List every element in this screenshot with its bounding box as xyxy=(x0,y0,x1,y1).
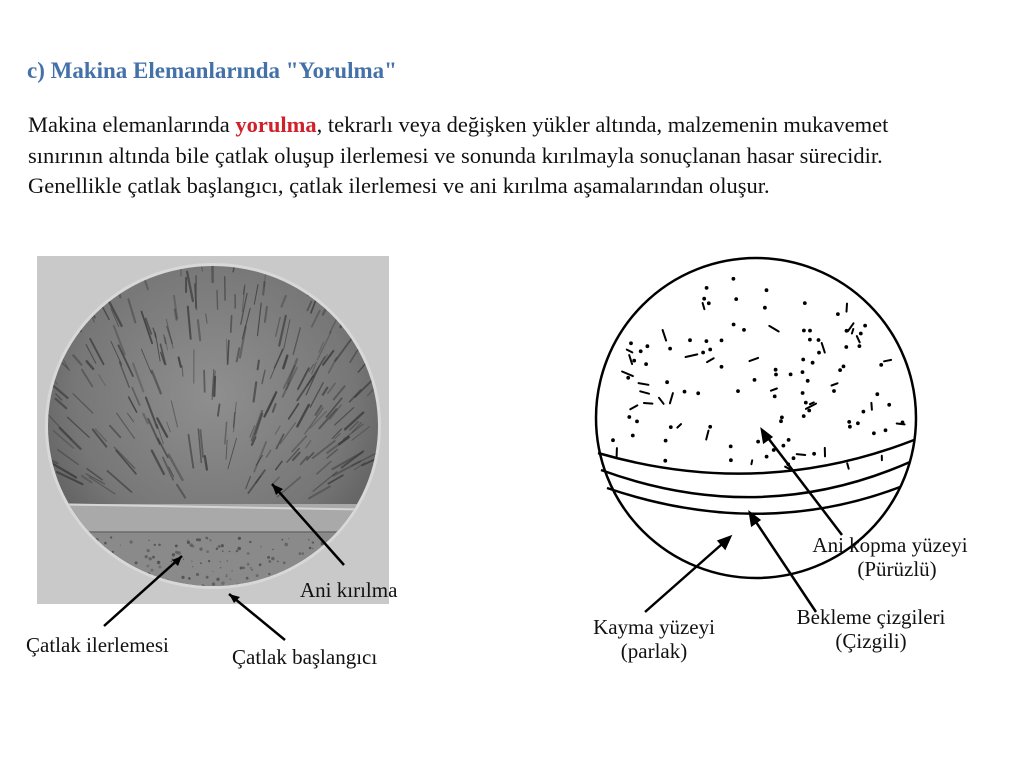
label-sudden-fracture: Ani kırılma xyxy=(300,578,398,602)
rough-dot xyxy=(802,415,805,418)
rough-dot xyxy=(633,359,636,362)
rough-dot xyxy=(839,369,842,372)
rough-dot xyxy=(782,444,785,447)
rough-dot xyxy=(689,339,692,342)
label-crack-initiation: Çatlak başlangıcı xyxy=(232,645,378,669)
rough-dot xyxy=(845,346,848,349)
rough-dot xyxy=(627,376,630,379)
rough-dot xyxy=(753,379,756,382)
rough-dot xyxy=(612,439,615,442)
rough-dot xyxy=(888,403,891,406)
rough-dot xyxy=(735,298,738,301)
rough-dot xyxy=(857,422,860,425)
rough-dot xyxy=(705,340,708,343)
rough-dot xyxy=(732,323,735,326)
rough-dot xyxy=(669,347,672,350)
rough-dot xyxy=(884,429,887,432)
rough-dot xyxy=(781,416,784,419)
rough-dot xyxy=(757,440,760,443)
rough-dot xyxy=(859,332,862,335)
label-slip-surface-title: Kayma yüzeyi xyxy=(593,615,715,639)
rough-dot xyxy=(669,426,672,429)
rough-dot xyxy=(803,302,806,305)
label-rough-surface-note: (Pürüzlü) xyxy=(857,557,937,581)
schematic-circle xyxy=(596,258,916,578)
rough-dot xyxy=(732,277,735,280)
rough-dot xyxy=(775,373,778,376)
section-heading: c) Makina Elemanlarında "Yorulma" xyxy=(27,58,397,83)
arrow-crack-initiation xyxy=(229,594,285,640)
rough-dot xyxy=(645,363,648,366)
rough-dot xyxy=(705,287,708,290)
rough-dot xyxy=(697,392,700,395)
paragraph-intro: Makina elemanlarında xyxy=(28,112,236,137)
rough-dot xyxy=(628,416,631,419)
rough-dot xyxy=(862,410,865,413)
rough-dot xyxy=(802,358,805,361)
rough-dot xyxy=(702,351,705,354)
rough-dot xyxy=(664,459,667,462)
rough-dot xyxy=(792,457,795,460)
rough-dot xyxy=(737,390,740,393)
label-slip-surface xyxy=(572,615,736,663)
rough-dash xyxy=(751,460,752,464)
paragraph-rest: , tekrarlı veya değişken yükler altında, malzemenin mukavemet sınırının altında bile çatlak oluşup ilerlemesi ve sonunda kırılmayla sonuçlanan hasar sürecidir. Genellikle çatlak başlangıcı, çatlak ilerlemesi ve ani kırılma aşamalarından oluşur. xyxy=(28,112,889,198)
rough-dot xyxy=(801,371,804,374)
rough-dot xyxy=(765,455,768,458)
rough-dash xyxy=(871,403,872,410)
rough-dot xyxy=(858,345,861,348)
rough-dot xyxy=(809,329,812,332)
rough-dot xyxy=(743,329,746,332)
arrow-sudden-fracture xyxy=(272,484,344,565)
rough-dot xyxy=(774,368,777,371)
rough-dot xyxy=(666,381,669,384)
rough-dot xyxy=(813,452,816,455)
rough-dot xyxy=(720,339,723,342)
rough-dot xyxy=(703,297,706,300)
rough-dot xyxy=(804,401,807,404)
rough-dot xyxy=(837,313,840,316)
rough-dot xyxy=(864,324,867,327)
label-slip-surface-note: (parlak) xyxy=(620,639,688,663)
rough-dot xyxy=(873,432,876,435)
rough-dot xyxy=(730,459,733,462)
rough-dot xyxy=(818,351,821,354)
highlight-term: yorulma xyxy=(235,112,317,137)
rough-dash xyxy=(852,329,853,334)
rough-dot xyxy=(833,390,836,393)
rough-dot xyxy=(780,420,783,423)
rough-dot xyxy=(639,350,642,353)
rough-dot xyxy=(806,379,809,382)
label-beach-marks-title: Bekleme çizgileri xyxy=(796,605,946,629)
rough-dot xyxy=(848,421,851,424)
rough-dot xyxy=(709,425,712,428)
rough-dot xyxy=(817,339,820,342)
rough-dot xyxy=(842,365,845,368)
rough-dot xyxy=(683,390,686,393)
rough-dot xyxy=(787,439,790,442)
label-rough-surface-title: Ani kopma yüzeyi xyxy=(812,533,968,557)
rough-dash xyxy=(884,360,891,361)
rough-dot xyxy=(709,348,712,351)
rough-dash xyxy=(897,424,905,425)
label-beach-marks-note: (Çizgili) xyxy=(835,629,907,653)
rough-dot xyxy=(707,302,710,305)
rough-dash xyxy=(797,454,806,455)
rough-dot xyxy=(789,373,792,376)
rough-dot xyxy=(646,345,649,348)
rough-dot xyxy=(729,445,732,448)
rough-dot xyxy=(636,420,639,423)
rough-dot xyxy=(809,338,812,341)
rough-dot xyxy=(630,342,633,345)
label-crack-propagation: Çatlak ilerlemesi xyxy=(26,633,169,657)
rough-dot xyxy=(849,425,852,428)
rough-dot xyxy=(764,306,767,309)
label-beach-marks xyxy=(772,605,970,653)
rough-dot xyxy=(631,434,634,437)
rough-dot xyxy=(880,364,883,367)
rough-dot xyxy=(808,409,811,412)
rough-dot xyxy=(772,449,775,452)
arrow-crack-propagation xyxy=(104,556,182,626)
rough-dot xyxy=(773,395,776,398)
rough-dot xyxy=(765,289,768,292)
rough-dot xyxy=(811,361,814,364)
rough-dot xyxy=(803,329,806,332)
rough-dot xyxy=(801,392,804,395)
rough-dash xyxy=(644,403,653,404)
rough-dash xyxy=(847,304,848,312)
rough-dot xyxy=(664,439,667,442)
label-rough-surface xyxy=(790,533,990,581)
rough-dot xyxy=(876,393,879,396)
rough-dot xyxy=(720,365,723,368)
